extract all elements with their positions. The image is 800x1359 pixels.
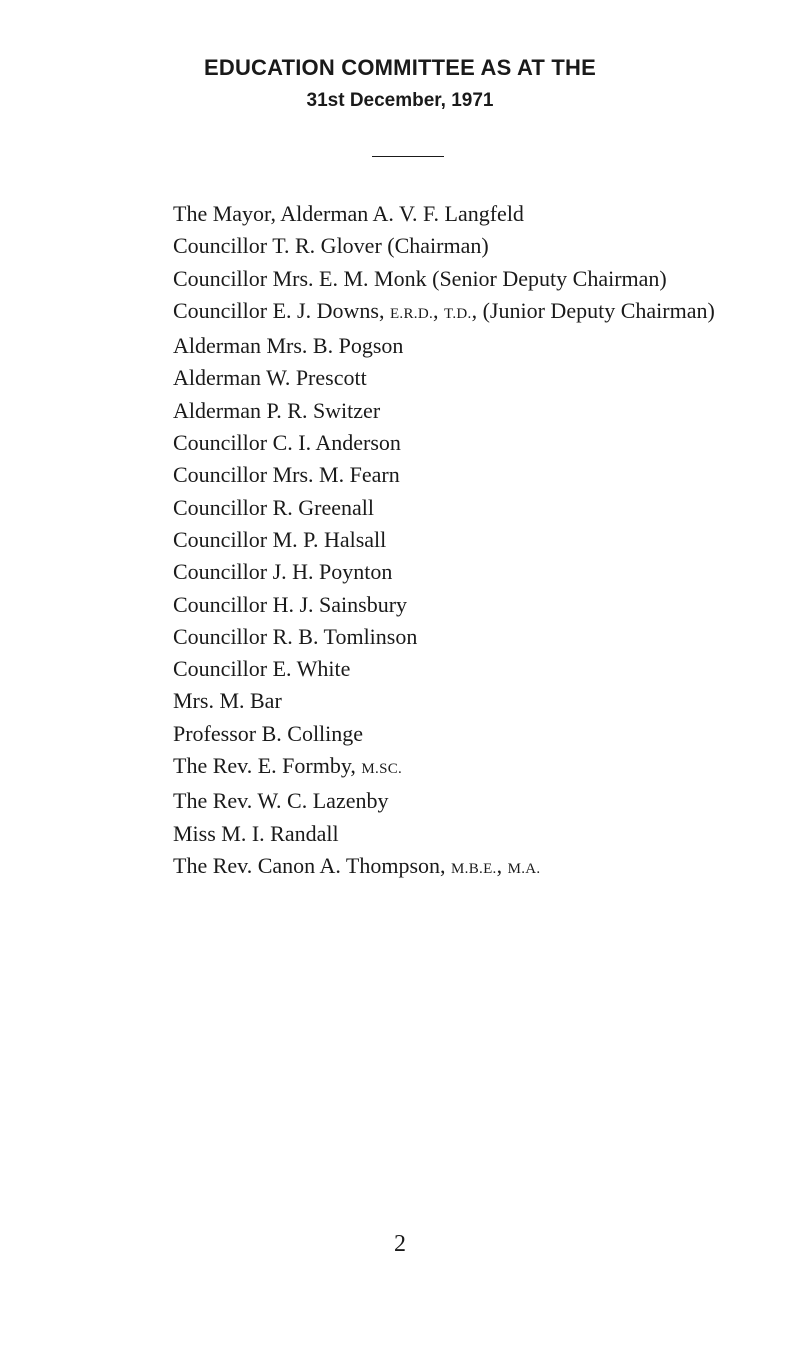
list-item: Councillor H. J. Sainsbury xyxy=(173,591,408,617)
list-item xyxy=(173,295,715,330)
list-item: Councillor E. White xyxy=(173,656,351,682)
member-name: The Rev. Canon A. Thompson, xyxy=(173,852,452,878)
list-item xyxy=(173,850,715,885)
list-item: Councillor R. B. Tomlinson xyxy=(173,623,418,649)
list-item xyxy=(173,750,715,785)
list-item: Professor B. Collinge xyxy=(173,720,364,746)
list-item: Councillor C. I. Anderson xyxy=(173,430,401,456)
list-item: Alderman P. R. Switzer xyxy=(173,397,381,423)
member-qualification: M.A. xyxy=(507,860,541,877)
page-number: 2 xyxy=(394,1231,406,1257)
member-separator: , xyxy=(496,852,508,878)
list-item: Miss M. I. Randall xyxy=(173,820,339,846)
list-item: Councillor J. H. Poynton xyxy=(173,559,393,585)
list-item: Councillor M. P. Halsall xyxy=(173,526,387,552)
member-list xyxy=(173,198,715,885)
list-item: Councillor Mrs. E. M. Monk (Senior Deputy Chairman) xyxy=(173,265,667,291)
member-separator: , xyxy=(433,297,445,323)
member-name: Councillor E. J. Downs, xyxy=(173,297,390,323)
member-qualification: E.R.D. xyxy=(389,305,434,322)
list-item: Councillor R. Greenall xyxy=(173,494,375,520)
list-item: Mrs. M. Bar xyxy=(173,688,282,714)
list-item: Councillor Mrs. M. Fearn xyxy=(173,462,400,488)
list-item: Alderman W. Prescott xyxy=(173,365,367,391)
title-divider xyxy=(372,156,444,157)
list-item: Councillor T. R. Glover (Chairman) xyxy=(173,233,489,259)
member-qualification: T.D. xyxy=(444,305,472,322)
list-item: The Mayor, Alderman A. V. F. Langfeld xyxy=(173,201,524,226)
member-qualification: M.B.E. xyxy=(451,860,497,877)
member-qualification: M.SC. xyxy=(361,761,403,778)
member-role: , (Junior Deputy Chairman) xyxy=(471,297,715,323)
member-name: The Rev. E. Formby, xyxy=(173,753,362,779)
list-item: The Rev. W. C. Lazenby xyxy=(173,788,389,814)
page-title: EDUCATION COMMITTEE AS AT THE xyxy=(203,55,596,80)
page-subtitle-date: 31st December, 1971 xyxy=(306,90,494,111)
list-item: Alderman Mrs. B. Pogson xyxy=(173,333,404,359)
